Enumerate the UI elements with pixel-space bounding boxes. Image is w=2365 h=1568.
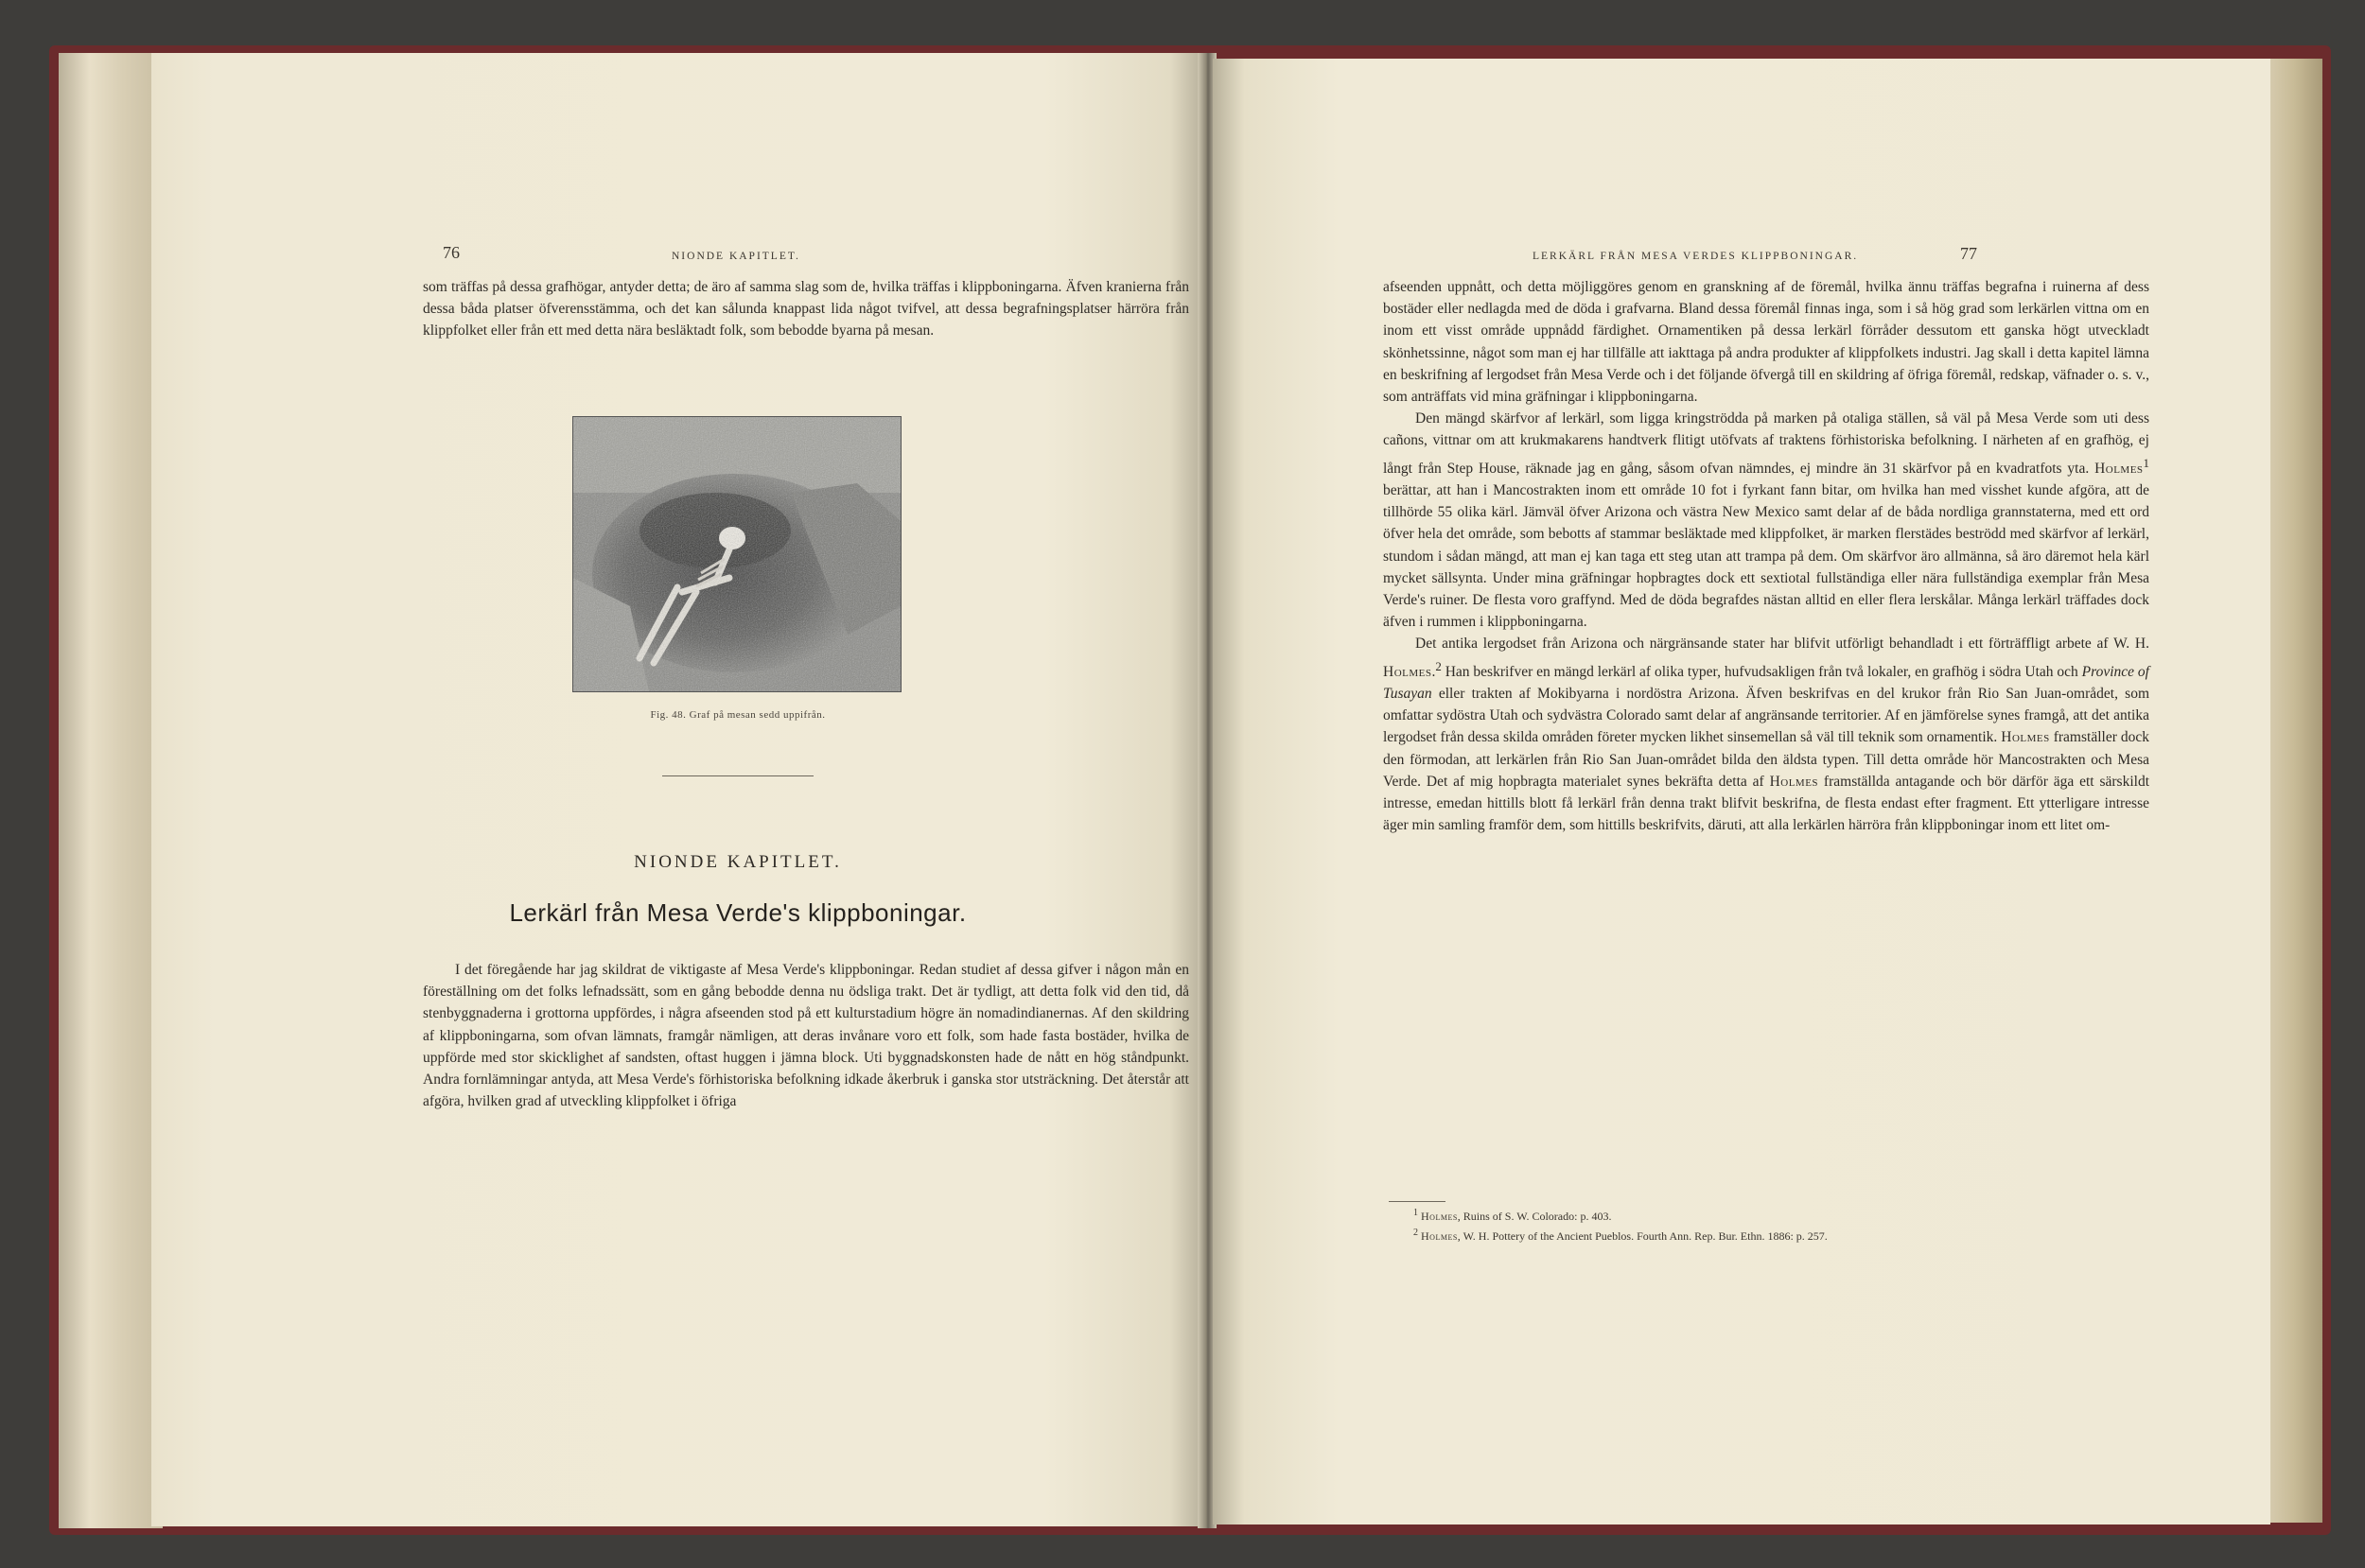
text-run: framställer dock den förmodan, att lerkärlen från Rio San Juan-området bilda den äldsta typen. Till detta område hör Mancostrakten och Mesa Verde. Det af mig hopbragta materialet synes bekräfta detta af — [1383, 729, 2149, 790]
figure-photo — [572, 416, 902, 692]
text-run: framställda antagande och bör därför äga ett särskildt intresse, emedan hittills blott få lerkärl från denna trakt blifvit beskrifna, de flesta endast efter fragment. Ett ytterligare intresse äger min samling framför dem, som hittills beskrifvits, däruti, att alla lerkärlen härröra från klippboningar inom ett litet om- — [1383, 773, 2149, 834]
text-run: Den mängd skärfvor af lerkärl, som ligga kringströdda på marken på otaliga ställen, så väl på Mesa Verde som uti dess cañons, vittnar om att krukmakarens handtverk flitigt utöfvats af traktens förhistoriska befolkning. I närheten af en grafhög, ej långt från Step House, räknade jag en gång, såsom ofvan nämndes, ej mindre än 31 skärfvor på en kvadratfots yta. — [1383, 410, 2149, 477]
author-name: Holmes — [1383, 663, 1432, 680]
page-block-left — [59, 53, 163, 1528]
footnotes — [1413, 1205, 2161, 1245]
running-head: NIONDE KAPITLET. — [672, 251, 800, 262]
running-head: LERKÄRL FRÅN MESA VERDES KLIPPBONINGAR. — [1533, 251, 1859, 262]
footnote-2 — [1413, 1225, 2161, 1245]
footnote-text: , W. H. Pottery of the Ancient Pueblos. Fourth Ann. Rep. Bur. Ethn. 1886: p. 257. — [1457, 1229, 1828, 1243]
top-paragraph — [423, 276, 1189, 342]
author-name: Holmes — [1421, 1229, 1458, 1243]
paragraph-text: som träffas på dessa grafhögar, antyder detta; de äro af samma slag som de, hvilka träffas i klippboningarna. Äfven kranierna från dessa båda platser öfverensstämma, och det kan sålunda knappast lida något tvifvel, att dessa begrafningsplatser härröra från klippfolket eller från ett med detta nära besläktadt folk, som bebodde byarna på mesan. — [423, 279, 1189, 340]
author-name: Holmes — [1421, 1210, 1458, 1223]
chapter-paragraph — [423, 959, 1189, 1112]
chapter-title: Lerkärl från Mesa Verde's klippboningar. — [509, 898, 967, 927]
footnote-number: 2 — [1413, 1228, 1418, 1238]
text-run: eller trakten af Mokibyarna i nordöstra Arizona. Äfven beskrifvas en del krukor från Rio San Juan-området, som omfattar sydöstra Utah och sydvästra Colorado samt delar af angränsande territorier. Af en jämförelse synes framgå, att det antika lergodset från dessa skilda områden företer mycken likhet sinsemellan så väl till teknik som ornamentik. — [1383, 685, 2149, 746]
footnote-1 — [1413, 1205, 2161, 1225]
section-divider — [662, 775, 814, 776]
page-number: 77 — [1960, 244, 1977, 263]
right-page — [1213, 59, 2270, 1524]
text-run: berättar, att han i Mancostrakten inom ett område 10 fot i fyrkant fann bitar, om hvilka han med visshet kunde afgöra, att de tillhörde 55 olika kärl. Jämväl öfver Arizona och västra New Mexico samt delar af de båda nordliga grannstaterna, med ett ord öfver hela det område, som bebotts af stammar besläktade med klippfolket, är marken flerstädes beströdd med skärfvor af lerkärl, stundom i sådan mängd, att man ej kan taga ett steg utan att trampa på dem. Om skärfvor äro allmänna, så äro däremot hela kärl mycket sällsynta. Under mina gräfningar hopbragtes dock ett sextiotal fullständiga eller nära fullständiga exemplar från Mesa Verde's ruiner. De flesta voro graffynd. Med de döda begrafdes nästan alltid en eller flera lerskålar. Många lerkärl träffades dock äfven i rummen i klippboningarna. — [1383, 481, 2149, 631]
text-run: Han beskrifver en mängd lerkärl af olika typer, hufvudsakligen från två lokaler, en grafhög i södra Utah och — [1441, 663, 2082, 680]
left-page — [151, 53, 1201, 1526]
italic-place-name: Province of Tusayan — [1383, 663, 2149, 702]
figure-caption: Fig. 48. Graf på mesan sedd uppifrån. — [650, 709, 826, 721]
paragraph-3: Det antika lergodset från Arizona och närgränsande stater har blifvit utförligt behandladt i ett förträffligt arbete af W. H. Holmes.$^2$ Han beskrifver en mängd lerkärl af olika typer, hufvudsakligen från två lokaler, en grafhög i södra Utah och Province of Tusayan eller trakten af Mokibyarna i nordöstra Arizona. Äfven beskrifvas en del krukor från Rio San Juan-området, som omfattar sydöstra Utah och sydvästra Colorado samt delar af angränsande territorier. Af en jämförelse synes framgå, att det antika lergodset från dessa skilda områden företer mycken likhet sinsemellan så väl till teknik som ornamentik. Holmes framställer dock den förmodan, att lerkärlen från Rio San Juan-området bilda den äldsta typen. Till detta område hör Mancostrakten och Mesa Verde. Det af mig hopbragta materialet synes bekräfta detta af Holmes framställda antagande och bör därför äga ett särskildt intresse, emedan hittills blott få lerkärl från denna trakt blifvit beskrifna, de flesta endast efter fragment. Ett ytterligare intresse äger min samling framför dem, som hittills beskrifvits, däruti, att alla lerkärlen härröra från klippboningar inom ett litet om- — [1383, 636, 2149, 834]
footnote-text: , Ruins of S. W. Colorado: p. 403. — [1457, 1210, 1612, 1223]
footnote-ref: 2 — [1435, 658, 1442, 673]
body-text — [1383, 276, 2149, 836]
footnote-number: 1 — [1413, 1208, 1418, 1218]
footnote-ref: 1 — [2143, 455, 2149, 470]
page-block-right — [2266, 59, 2322, 1523]
paragraph-2 — [1383, 408, 2149, 633]
text-run: Det antika lergodset från Arizona och närgränsande stater har blifvit utförligt behandladt i ett förträffligt arbete af W. H. — [1415, 636, 2149, 653]
chapter-label: NIONDE KAPITLET. — [634, 852, 842, 872]
paragraph-text: I det föregående har jag skildrat de viktigaste af Mesa Verde's klippboningar. Redan studiet af dessa gifver i någon mån en föreställning om det folks lefnadssätt, som en gång bebodde denna nu ödsliga trakt. Det är tydligt, att detta folk vid den tid, då stenbyggnaderna i grottorna uppfördes, i några afseenden stod på ett kulturstadium högre än nomadindianernas. Af den skildring af klippboningarna, som ofvan lämnats, framgår nämligen, att deras invånare voro ett folk, som hade fasta bostäder, hvilka de uppförde med stor skicklighet af sandsten, oftast huggen i jämna block. Uti byggnadskonsten hade de nått en hög ståndpunkt. Andra fornlämningar antyda, att Mesa Verde's förhistoriska befolkning idkade åkerbruk i ganska stor utsträckning. Det återstår att afgöra, hvilken grad af utveckling klippfolket i öfriga — [423, 962, 1189, 1110]
footnote-rule — [1389, 1201, 1445, 1202]
paragraph-1: afseenden uppnått, och detta möjliggöres genom en granskning af de föremål, hvilka ännu träffas begrafna i ruinerna af dess bostäder eller nedlagda med de döda i grafvarna. Bland dessa föremål finnas inga, som i så hög grad som lerkärlen vittna om en inom ett visst område uppnådd färdighet. Ornamentiken på dessa lerkärl förråder dessutom ett ganska högt utveckladt skönhetssinne, något som man ej har tillfälle att iakttaga på andra produkter af klippfolkets industri. Jag skall i detta kapitel lämna en beskrifning af lergodset från Mesa Verde och i det följande öfvergå till en skildring af öfriga föremål, redskap, väfnader o. s. v., som anträffats vid mina gräfningar i klippboningarna. — [1383, 279, 2149, 406]
grave-photo-illustration — [573, 417, 901, 691]
page-number: 76 — [443, 243, 460, 262]
author-name: Holmes — [2001, 729, 2050, 746]
author-name: Holmes — [1769, 773, 1819, 790]
author-name: Holmes — [2094, 460, 2144, 477]
